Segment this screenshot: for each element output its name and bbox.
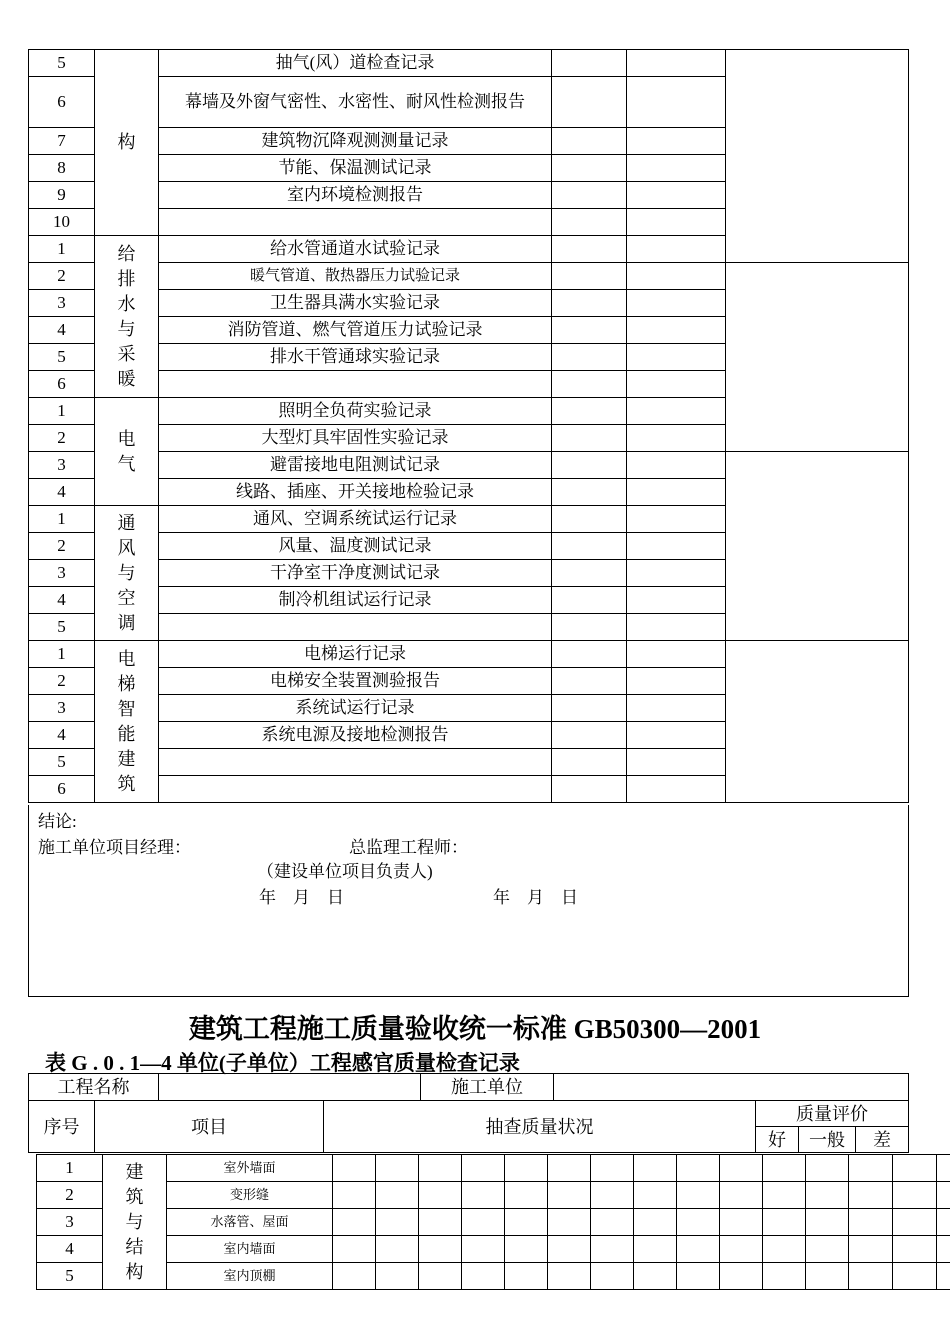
item-name: 变形缝	[167, 1182, 333, 1209]
check-cell[interactable]	[376, 1155, 419, 1182]
contractor-field[interactable]	[554, 1074, 909, 1101]
check-cell[interactable]	[634, 1236, 677, 1263]
row-number: 4	[37, 1236, 103, 1263]
table-row: 5 排水干管通球实验记录	[29, 344, 909, 371]
table-row: 4 消防管道、燃气管道压力试验记录	[29, 317, 909, 344]
check-cell[interactable]	[333, 1236, 376, 1263]
check-cell[interactable]	[677, 1209, 720, 1236]
check-cell[interactable]	[849, 1263, 893, 1290]
item-header: 项目	[95, 1101, 324, 1153]
check-cell[interactable]	[720, 1182, 763, 1209]
table-row: 8 节能、保温测试记录	[29, 155, 909, 182]
table-row: 7 建筑物沉降观测测量记录	[29, 128, 909, 155]
table-row: 3 干净室干净度测试记录	[29, 560, 909, 587]
section-label: 构	[95, 50, 159, 236]
remarks-cell[interactable]	[726, 50, 909, 263]
pm-label: 施工单位项目经理：	[38, 838, 191, 857]
table-row: 5	[29, 614, 909, 641]
row-number: 2	[37, 1182, 103, 1209]
check-cell[interactable]	[763, 1182, 806, 1209]
remarks-cell[interactable]	[726, 452, 909, 641]
check-cell[interactable]	[893, 1155, 937, 1182]
table-row: 3 避雷接地电阻测试记录	[29, 452, 909, 479]
table-row: 5	[29, 749, 909, 776]
section-label: 电气	[95, 398, 159, 506]
seq-header: 序号	[29, 1101, 95, 1153]
check-cell[interactable]	[591, 1209, 634, 1236]
contractor-label: 施工单位	[421, 1074, 554, 1101]
inspection-header: 抽查质量状况	[324, 1101, 756, 1153]
check-cell[interactable]	[893, 1236, 937, 1263]
chief-label: 总监理工程师：	[349, 838, 468, 857]
table-row: 5 构 抽气(风）道检查记录	[29, 50, 909, 77]
section-label: 通风与空调	[95, 506, 159, 641]
check-cell[interactable]	[720, 1263, 763, 1290]
check-cell[interactable]	[419, 1182, 462, 1209]
rating-poor: 差	[856, 1127, 909, 1153]
table-row: 1 给排水与采暖 给水管通道水试验记录	[29, 236, 909, 263]
table-row: 10	[29, 209, 909, 236]
check-cell[interactable]	[591, 1263, 634, 1290]
check-cell[interactable]	[548, 1209, 591, 1236]
check-cell[interactable]	[333, 1263, 376, 1290]
check-cell[interactable]	[720, 1209, 763, 1236]
item-name: 水落管、屋面	[167, 1209, 333, 1236]
project-name-field[interactable]	[159, 1074, 421, 1101]
check-cell[interactable]	[419, 1236, 462, 1263]
check-cell[interactable]	[806, 1209, 849, 1236]
table-row: 2 暖气管道、散热器压力试验记录	[29, 263, 909, 290]
check-cell[interactable]	[806, 1155, 849, 1182]
table-row	[37, 1182, 950, 1209]
check-cell[interactable]	[462, 1236, 505, 1263]
check-cell[interactable]	[893, 1263, 937, 1290]
check-cell[interactable]	[677, 1263, 720, 1290]
check-cell[interactable]	[376, 1236, 419, 1263]
check-cell[interactable]	[634, 1182, 677, 1209]
check-cell[interactable]	[849, 1209, 893, 1236]
check-cell[interactable]	[591, 1155, 634, 1182]
table-row: 4 线路、插座、开关接地检验记录	[29, 479, 909, 506]
check-cell[interactable]	[505, 1236, 548, 1263]
section-label: 给排水与采暖	[95, 236, 159, 398]
check-cell[interactable]	[548, 1155, 591, 1182]
remarks-cell[interactable]	[726, 641, 909, 803]
check-cell[interactable]	[419, 1263, 462, 1290]
item-name: 室内顶棚	[167, 1263, 333, 1290]
owner-label: （建设单位项目负责人)	[257, 862, 433, 881]
check-cell[interactable]	[763, 1209, 806, 1236]
row-number: 3	[37, 1209, 103, 1236]
table-row: 1 电梯智能建筑 电梯运行记录	[29, 641, 909, 668]
check-cell[interactable]	[677, 1236, 720, 1263]
table-row: 4 制冷机组试运行记录	[29, 587, 909, 614]
rating-good: 好	[756, 1127, 799, 1153]
table-row	[37, 1155, 950, 1182]
row-number: 1	[37, 1155, 103, 1182]
records-table	[28, 49, 909, 803]
check-cell[interactable]	[634, 1263, 677, 1290]
check-cell[interactable]	[720, 1236, 763, 1263]
check-cell[interactable]	[419, 1209, 462, 1236]
table-row: 2 大型灯具牢固性实验记录	[29, 425, 909, 452]
check-cell[interactable]	[937, 1263, 950, 1290]
table-row: 9 室内环境检测报告	[29, 182, 909, 209]
check-cell[interactable]	[634, 1155, 677, 1182]
check-cell[interactable]	[462, 1155, 505, 1182]
check-cell[interactable]	[763, 1236, 806, 1263]
row-number: 5	[37, 1263, 103, 1290]
check-cell[interactable]	[849, 1155, 893, 1182]
check-cell[interactable]	[893, 1209, 937, 1236]
conclusion-box	[28, 805, 909, 997]
table-row: 6	[29, 776, 909, 803]
check-cell[interactable]	[806, 1182, 849, 1209]
project-name-label: 工程名称	[29, 1074, 159, 1101]
check-cell[interactable]	[419, 1155, 462, 1182]
sensory-table	[36, 1154, 950, 1290]
check-cell[interactable]	[505, 1209, 548, 1236]
table-row: 2 风量、温度测试记录	[29, 533, 909, 560]
table-row: 2 电梯安全装置测验报告	[29, 668, 909, 695]
check-cell[interactable]	[806, 1236, 849, 1263]
check-cell[interactable]	[462, 1263, 505, 1290]
check-cell[interactable]	[806, 1263, 849, 1290]
sub-title: 表 G . 0 . 1—4 单位(子单位）工程感官质量检查记录	[45, 1051, 520, 1075]
table-row: 1 通风与空调 通风、空调系统试运行记录	[29, 506, 909, 533]
check-cell[interactable]	[548, 1236, 591, 1263]
check-cell[interactable]	[548, 1263, 591, 1290]
check-cell[interactable]	[505, 1182, 548, 1209]
main-title: 建筑工程施工质量验收统一标准 GB50300—2001	[188, 1014, 762, 1044]
check-cell[interactable]	[720, 1155, 763, 1182]
rating-header: 质量评价	[756, 1101, 909, 1127]
table-row: 1 电气 照明全负荷实验记录	[29, 398, 909, 425]
check-cell[interactable]	[893, 1182, 937, 1209]
table-row: 3 系统试运行记录	[29, 695, 909, 722]
check-cell[interactable]	[333, 1182, 376, 1209]
section-label: 建筑与结构	[103, 1155, 167, 1290]
table-row	[37, 1236, 950, 1263]
check-cell[interactable]	[849, 1182, 893, 1209]
check-cell[interactable]	[333, 1155, 376, 1182]
item-name: 室内墙面	[167, 1236, 333, 1263]
table-row: 4 系统电源及接地检测报告	[29, 722, 909, 749]
check-cell[interactable]	[505, 1263, 548, 1290]
check-cell[interactable]	[505, 1155, 548, 1182]
date-2: 年 月 日	[493, 888, 578, 907]
table-row: 6 幕墙及外窗气密性、水密性、耐风性检测报告	[29, 77, 909, 128]
check-cell[interactable]	[634, 1209, 677, 1236]
check-cell[interactable]	[376, 1182, 419, 1209]
sensory-header-table	[28, 1073, 909, 1153]
check-cell[interactable]	[763, 1155, 806, 1182]
check-cell[interactable]	[937, 1209, 950, 1236]
check-cell[interactable]	[591, 1182, 634, 1209]
date-1: 年 月 日	[259, 888, 344, 907]
check-cell[interactable]	[677, 1155, 720, 1182]
check-cell[interactable]	[937, 1236, 950, 1263]
check-cell[interactable]	[677, 1182, 720, 1209]
conclusion-label: 结论:	[38, 812, 77, 831]
table-row	[37, 1263, 950, 1290]
check-cell[interactable]	[548, 1182, 591, 1209]
check-cell[interactable]	[462, 1182, 505, 1209]
table-row: 6	[29, 371, 909, 398]
section-label: 电梯智能建筑	[95, 641, 159, 803]
check-cell[interactable]	[376, 1209, 419, 1236]
check-cell[interactable]	[591, 1236, 634, 1263]
rating-average: 一般	[799, 1127, 856, 1153]
item-name: 室外墙面	[167, 1155, 333, 1182]
check-cell[interactable]	[937, 1182, 950, 1209]
check-cell[interactable]	[849, 1236, 893, 1263]
check-cell[interactable]	[333, 1209, 376, 1236]
check-cell[interactable]	[462, 1209, 505, 1236]
table-row: 3 卫生器具满水实验记录	[29, 290, 909, 317]
check-cell[interactable]	[937, 1155, 950, 1182]
check-cell[interactable]	[376, 1263, 419, 1290]
table-row	[37, 1209, 950, 1236]
check-cell[interactable]	[763, 1263, 806, 1290]
